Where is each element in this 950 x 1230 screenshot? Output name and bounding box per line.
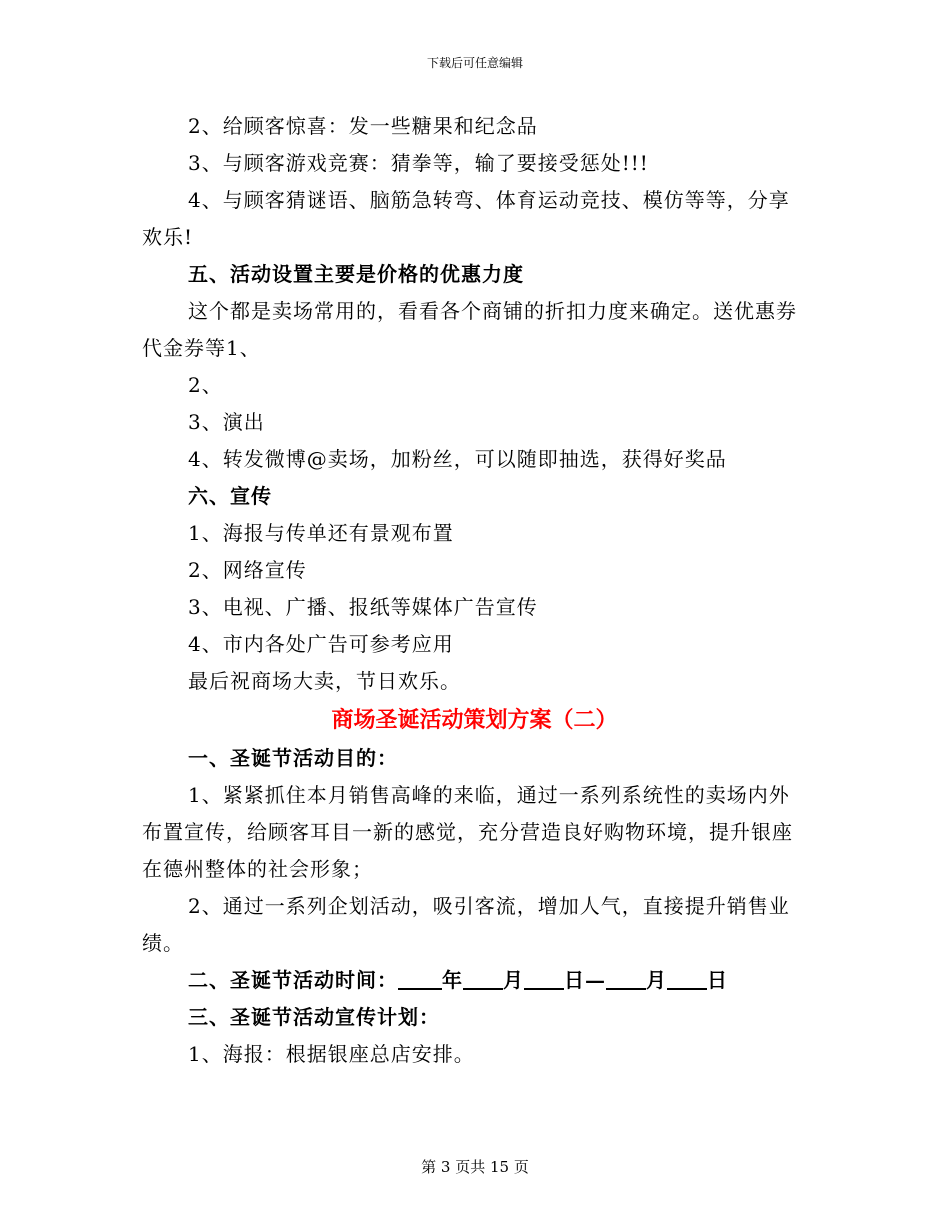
blank-line <box>398 968 442 990</box>
paragraph: 2、给顾客惊喜：发一些糖果和纪念品 <box>188 114 538 138</box>
page-footer: 第 3 页共 15 页 <box>421 1158 529 1176</box>
paragraph: 3、演出 <box>188 410 265 434</box>
date-day-label: 日 <box>707 968 728 992</box>
section-heading: 五、活动设置主要是价格的优惠力度 <box>188 262 524 286</box>
paragraph: 4、转发微博@卖场，加粉丝，可以随即抽选，获得好奖品 <box>188 447 727 471</box>
paragraph: 1、海报与传单还有景观布置 <box>188 521 454 545</box>
date-year-label: 年 <box>442 968 463 992</box>
paragraph: 3、与顾客游戏竞赛：猜拳等，输了要接受惩处!!! <box>188 151 649 175</box>
blank-line <box>667 968 707 990</box>
blank-line <box>524 968 564 990</box>
paragraph: 最后祝商场大卖，节日欢乐。 <box>188 669 461 693</box>
date-prefix: 二、圣诞节活动时间： <box>188 968 398 992</box>
document-body <box>142 108 807 1073</box>
paragraph: 2、通过一系列企划活动，吸引客流，增加人气，直接提升销售业绩。 <box>142 894 790 955</box>
paragraph: 3、电视、广播、报纸等媒体广告宣传 <box>188 595 538 619</box>
blank-line <box>606 968 646 990</box>
paragraph: 2、 <box>188 373 223 397</box>
section-heading: 一、圣诞节活动目的： <box>188 746 398 770</box>
section-heading: 三、圣诞节活动宣传计划： <box>188 1005 440 1029</box>
section-heading-date <box>142 962 807 999</box>
document-title: 商场圣诞活动策划方案（二） <box>331 707 618 733</box>
paragraph: 4、与顾客猜谜语、脑筋急转弯、体育运动竞技、模仿等等，分享欢乐! <box>142 188 790 249</box>
paragraph: 2、网络宣传 <box>188 558 307 582</box>
blank-line <box>463 968 503 990</box>
paragraph: 1、紧紧抓住本月销售高峰的来临，通过一系列系统性的卖场内外布置宣传，给顾客耳目一新的感觉，充分营造良好购物环境，提升银座在德州整体的社会形象； <box>142 783 793 881</box>
date-month-label: 月 <box>503 968 524 992</box>
paragraph: 4、市内各处广告可参考应用 <box>188 632 454 656</box>
paragraph: 这个都是卖场常用的，看看各个商铺的折扣力度来确定。送优惠券代金券等1、 <box>142 299 797 360</box>
paragraph: 1、海报：根据银座总店安排。 <box>188 1042 475 1066</box>
date-day-label: 日— <box>564 968 606 992</box>
section-heading: 六、宣传 <box>188 484 272 508</box>
date-month-label: 月 <box>646 968 667 992</box>
page-header: 下载后可任意编辑 <box>426 56 523 70</box>
